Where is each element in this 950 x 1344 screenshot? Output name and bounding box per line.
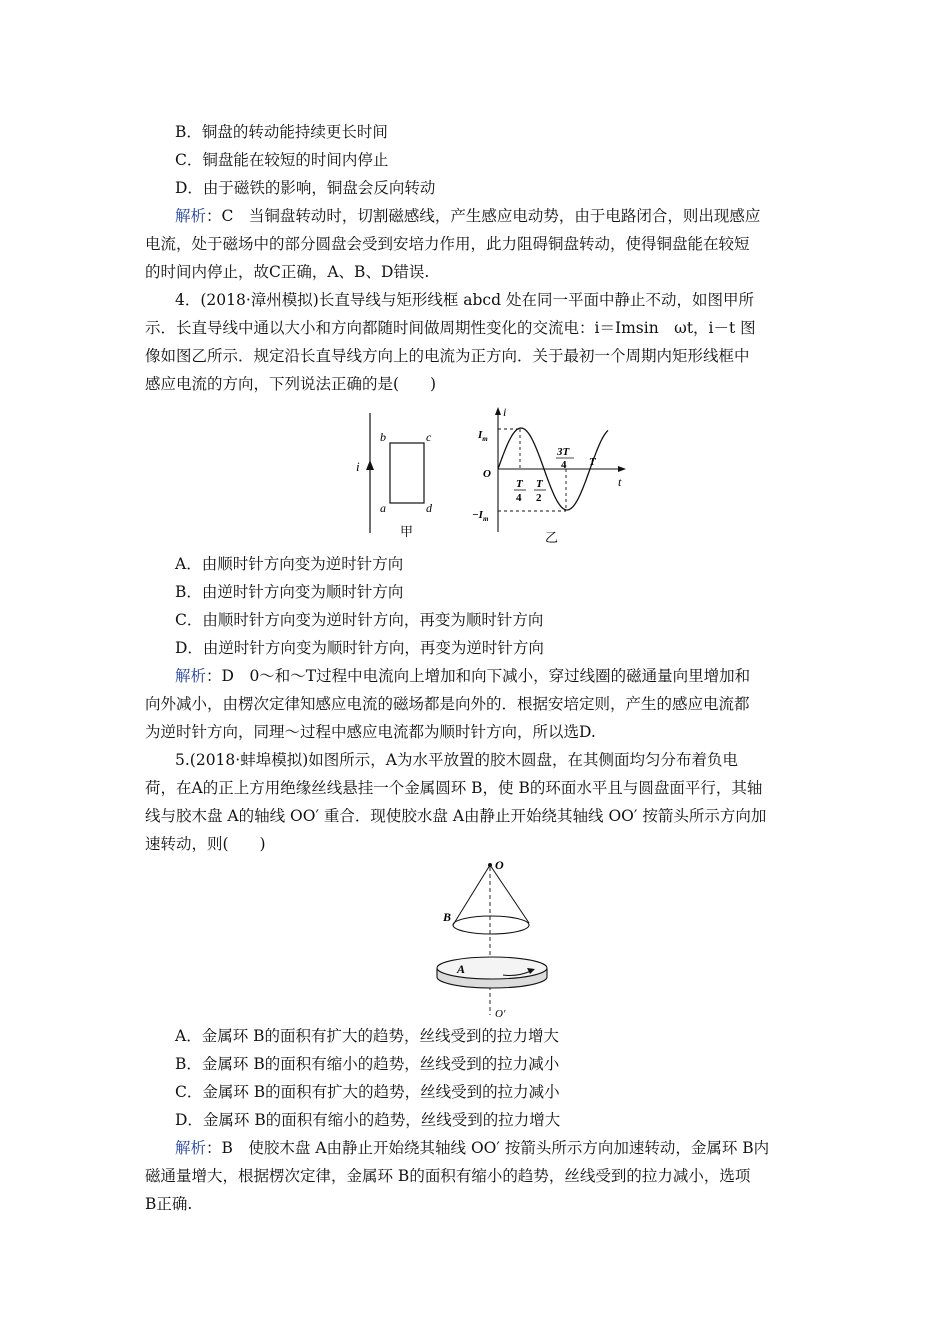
q5-stem-line-1: 5.(2018·蚌埠模拟)如图所示，A为水平放置的胶木圆盘，在其侧面均匀分布着负电 xyxy=(175,751,738,769)
q4-analysis-line-3: 为逆时针方向，同理～过程中感应电流都为顺时针方向，所以选D. xyxy=(145,723,596,741)
q5-stem-line-4: 速转动，则( ) xyxy=(145,835,266,853)
caption-jia: 甲 xyxy=(400,524,414,539)
label-B: B xyxy=(443,910,452,924)
analysis-label: 解析 xyxy=(175,207,207,225)
q4-analysis-line-2: 向外减小，由楞次定律知感应电流的磁场都是向外的．根据安培定则，产生的感应电流都 xyxy=(145,695,750,713)
q5-option-d: D．金属环 B的面积有缩小的趋势，丝线受到的拉力增大 xyxy=(175,1111,561,1129)
tick-3T-over-4-num: 3T xyxy=(557,446,570,458)
q3-analysis-line-3: 的时间内停止，故C正确，A、B、D错误. xyxy=(145,263,430,281)
tick-T: T xyxy=(589,456,596,468)
analysis-text: ：B 使胶木盘 A由静止开始绕其轴线 OO′ 按箭头所示方向加速转动，金属环 B内 xyxy=(206,1139,770,1157)
label-i-axis: i xyxy=(503,405,507,419)
q3-analysis-line-1 xyxy=(175,206,760,226)
tick-T-over-4-num: T xyxy=(516,478,523,490)
label-d: d xyxy=(426,501,432,515)
caption-yi: 乙 xyxy=(545,530,559,545)
q4-stem-line-4: 感应电流的方向，下列说法正确的是( ) xyxy=(145,375,437,393)
tick-3T-over-4-den: 4 xyxy=(561,459,567,471)
analysis-text: ：C 当铜盘转动时，切割磁感线，产生感应电动势，由于电路闭合，则出现感应 xyxy=(206,207,761,225)
q5-analysis-line-1 xyxy=(175,1138,769,1158)
label-origin: O xyxy=(483,468,491,480)
tick-T-over-2-num: T xyxy=(536,478,543,490)
i-axis-arrow-icon xyxy=(495,407,501,415)
q4-figure-jia xyxy=(350,408,450,543)
q4-stem-line-1: 4．(2018·漳州模拟)长直导线与矩形线框 abcd 处在同一平面中静止不动，如图甲所 xyxy=(175,291,754,309)
bakelite-disk-A xyxy=(437,957,547,979)
q5-option-a: A．金属环 B的面积有扩大的趋势，丝线受到的拉力增大 xyxy=(175,1027,560,1045)
metal-ring-B xyxy=(453,916,529,934)
q4-stem-line-3: 像如图乙所示．规定沿长直导线方向上的电流为正方向．关于最初一个周期内矩形线框中 xyxy=(145,347,750,365)
label-b: b xyxy=(380,430,386,444)
tick-T-over-2-den: 2 xyxy=(536,492,542,504)
q3-option-d: D．由于磁铁的影响，铜盘会反向转动 xyxy=(175,179,436,197)
analysis-text: ：D 0～和～T过程中电流向上增加和向下减小，穿过线圈的磁通量向里增加和 xyxy=(206,667,751,685)
q5-stem-line-3: 线与胶木盘 A的轴线 OO′ 重合．现使胶水盘 A由静止开始绕其轴线 OO′ 按箭头所示方向加 xyxy=(145,807,767,825)
thread-right xyxy=(490,865,529,923)
q3-option-c: C．铜盘能在较短的时间内停止 xyxy=(175,151,389,169)
analysis-label: 解析 xyxy=(175,667,207,685)
q4-option-d: D．由逆时针方向变为顺时针方向，再变为逆时针方向 xyxy=(175,639,544,657)
rectangular-loop xyxy=(390,443,424,503)
q5-option-b: B．金属环 B的面积有缩小的趋势，丝线受到的拉力减小 xyxy=(175,1055,560,1073)
q4-analysis-line-1 xyxy=(175,666,750,686)
label-A: A xyxy=(457,962,466,976)
q5-analysis-line-3: B正确. xyxy=(145,1195,193,1213)
analysis-label: 解析 xyxy=(175,1139,207,1157)
label-neg-Im: $-I_m$ xyxy=(472,509,489,523)
q5-stem-line-2: 荷，在A的正上方用绝缘丝线悬挂一个金属圆环 B，使 B的环面水平且与圆盘面平行，其轴 xyxy=(145,779,763,797)
t-axis-arrow-icon xyxy=(618,466,626,472)
label-O: O xyxy=(495,858,504,872)
label-c: c xyxy=(426,430,432,444)
q5-option-c: C．金属环 B的面积有扩大的趋势，丝线受到的拉力减小 xyxy=(175,1083,560,1101)
q3-option-b: B．铜盘的转动能持续更长时间 xyxy=(175,123,388,141)
q3-analysis-line-2: 电流，处于磁场中的部分圆盘会受到安培力作用，此力阻碍铜盘转动，使得铜盘能在较短 xyxy=(145,235,750,253)
label-Im: $I_m$ xyxy=(478,429,488,443)
q4-stem-line-2: 示．长直导线中通以大小和方向都随时间做周期性变化的交流电：i＝Imsin ωt，i－t 图 xyxy=(145,319,756,337)
label-i: i xyxy=(356,459,360,474)
tick-T-over-4-den: 4 xyxy=(516,492,522,504)
label-t-axis: t xyxy=(618,475,622,489)
q5-analysis-line-2: 磁通量增大，根据楞次定律，金属环 B的面积有缩小的趋势，丝线受到的拉力减小，选项 xyxy=(145,1167,751,1185)
label-O-prime: O′ xyxy=(495,1008,506,1020)
q5-figure xyxy=(425,855,565,1025)
q4-option-b: B．由逆时针方向变为顺时针方向 xyxy=(175,583,404,601)
label-a: a xyxy=(380,501,386,515)
q4-option-c: C．由顺时针方向变为逆时针方向，再变为顺时针方向 xyxy=(175,611,544,629)
q4-option-a: A．由顺时针方向变为逆时针方向 xyxy=(175,555,404,573)
q4-figure-yi xyxy=(470,402,635,547)
current-arrow-icon xyxy=(366,460,374,470)
